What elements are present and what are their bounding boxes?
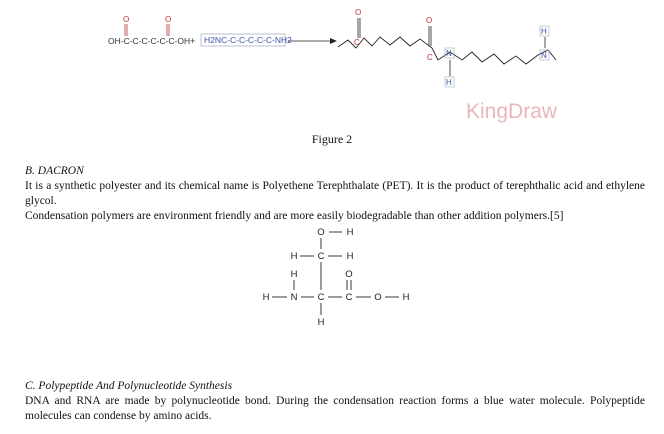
- product-carbon-2: C: [427, 53, 433, 62]
- product-hydrogen-2: H: [541, 27, 547, 36]
- atom-h-left1: H: [290, 251, 298, 262]
- reactant-1-oxygen-b: O: [165, 15, 172, 24]
- reactant-1-formula: OH-C-C-C-C-C-C-OH: [108, 36, 191, 46]
- atom-h-right1: H: [346, 251, 354, 262]
- product-oxygen-1: O: [355, 8, 362, 17]
- product-oxygen-2: O: [426, 16, 433, 25]
- atom-h-end: H: [402, 292, 410, 303]
- atom-h-mid: H: [290, 269, 298, 280]
- atom-o2: O: [374, 292, 382, 303]
- section-b-heading: B. DACRON: [25, 165, 84, 177]
- figure-caption: Figure 2: [311, 132, 353, 146]
- atom-h-n: H: [262, 292, 270, 303]
- section-c-paragraph-1: DNA and RNA are made by polynucleotide bond. During the condensation reaction forms a blue water molecule. Polypeptide molecules can condense by amino acids.: [25, 395, 645, 422]
- reactant-1-oxygen-a: O: [123, 15, 130, 24]
- atom-h-bottom: H: [317, 317, 325, 328]
- reaction-scheme: [0, 0, 664, 125]
- section-b-paragraph-2: Condensation polymers are environment friendly and are more easily biodegradable than other addition polymers.[5]: [25, 210, 564, 222]
- atom-c1: C: [317, 251, 325, 262]
- atom-c2: C: [317, 292, 325, 303]
- structural-formula: [250, 222, 420, 332]
- product-nitrogen-2: N: [541, 51, 547, 60]
- product-hydrogen-1: H: [446, 78, 452, 87]
- plus-sign: +: [190, 36, 196, 46]
- section-c-heading: C. Polypeptide And Polynucleotide Synthesis: [25, 380, 233, 392]
- product-nitrogen-1: N: [446, 49, 452, 58]
- atom-c3: C: [345, 292, 353, 303]
- atom-o-double: O: [345, 269, 353, 280]
- atom-n: N: [290, 292, 298, 303]
- atom-o-top: O: [317, 227, 325, 238]
- atom-h-top: H: [346, 227, 354, 238]
- product-carbon-1: C: [354, 38, 360, 47]
- reactant-2-formula: H2NC-C-C-C-C-C-NH2: [204, 35, 292, 45]
- kingdraw-watermark: KingDraw: [466, 100, 558, 123]
- reaction-arrow-head: [330, 38, 337, 44]
- section-b-paragraph-1: It is a synthetic polyester and its chemical name is Polyethene Terephthalate (PET). It is the product of terephthalic acid and ethylene glycol.: [25, 180, 645, 207]
